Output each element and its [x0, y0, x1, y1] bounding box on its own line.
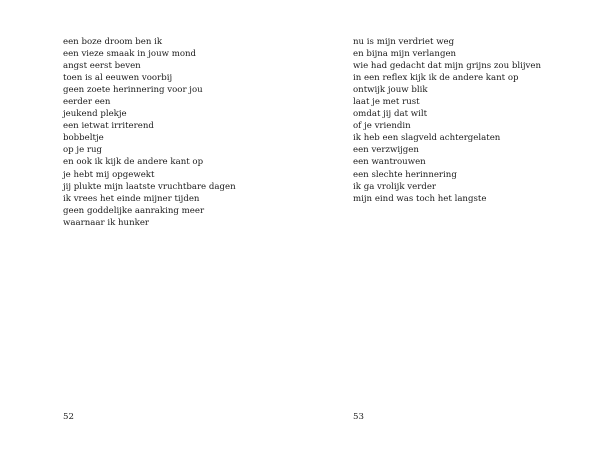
poem-line: een slechte herinnering: [353, 169, 457, 180]
poem-line: jij plukte mijn laatste vruchtbare dagen: [63, 181, 236, 192]
poem-line: ik heb een slagveld achtergelaten: [353, 133, 501, 144]
poem-line: een verzwijgen: [353, 145, 419, 156]
poem-line: een ietwat irriterend: [63, 121, 154, 132]
page-number: 53: [353, 412, 364, 422]
poem-line: ik ga vrolijk verder: [353, 181, 437, 192]
poem-line: nu is mijn verdriet weg: [353, 37, 455, 47]
poem-line: geen zoete herinnering voor jou: [63, 85, 203, 96]
poem-line: omdat jij dat wilt: [353, 109, 428, 120]
poem-line: op je rug: [63, 145, 103, 156]
poem-line: angst eerst beven: [63, 61, 141, 72]
poem-text: [63, 36, 236, 229]
poem-line: laat je met rust: [353, 97, 420, 108]
poem-line: waarnaar ik hunker: [63, 217, 150, 228]
page-number: 52: [63, 412, 74, 422]
poem-text: [353, 36, 541, 205]
poem-line: ontwijk jouw blik: [353, 85, 428, 96]
poem-line: ik vrees het einde mijner tijden: [63, 193, 200, 204]
right-page: [300, 0, 600, 450]
poem-line: een wantrouwen: [353, 157, 426, 168]
poem-line: geen goddelijke aanraking meer: [63, 205, 205, 216]
poem-line: jeukend plekje: [63, 109, 127, 120]
poem-line: en ook ik kijk de andere kant op: [63, 157, 204, 168]
poem-line: een boze droom ben ik: [63, 37, 163, 47]
poem-line: mijn eind was toch het langste: [353, 193, 487, 204]
poem-line: in een reflex kijk ik de andere kant op: [353, 73, 519, 84]
poem-line: bobbeltje: [63, 133, 104, 144]
poem-line: en bijna mijn verlangen: [353, 49, 457, 60]
poem-line: een vieze smaak in jouw mond: [63, 49, 197, 60]
poem-line: je hebt mij opgewekt: [63, 169, 155, 180]
poem-line: of je vriendin: [353, 121, 411, 132]
poem-line: toen is al eeuwen voorbij: [63, 73, 173, 84]
poem-line: wie had gedacht dat mijn grijns zou blijven: [353, 61, 542, 72]
poem-line: eerder een: [63, 97, 111, 108]
